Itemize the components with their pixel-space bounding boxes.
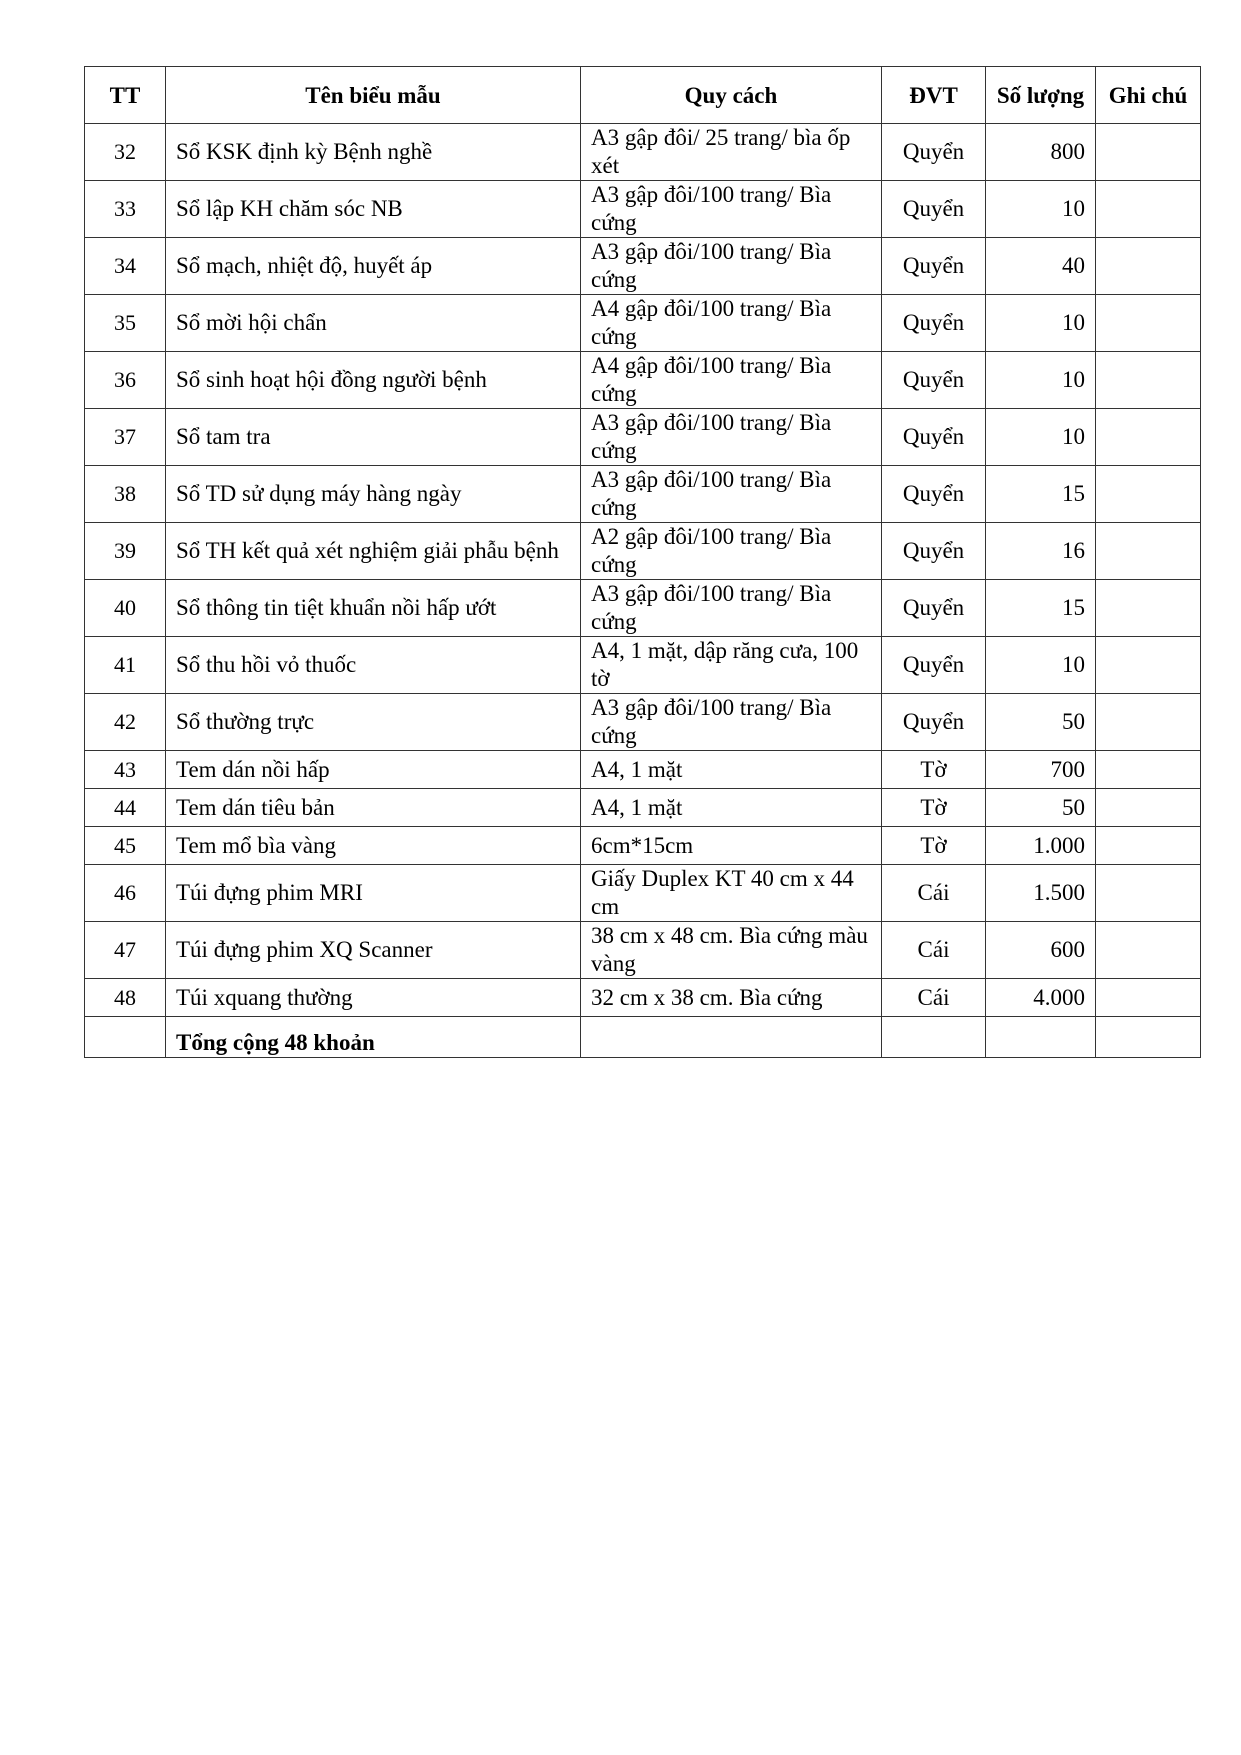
header-unit: ĐVT xyxy=(882,67,986,124)
row-unit: Quyển xyxy=(882,181,986,238)
row-name: Sổ mạch, nhiệt độ, huyết áp xyxy=(166,238,581,295)
row-tt: 36 xyxy=(85,352,166,409)
row-note xyxy=(1096,580,1201,637)
row-note xyxy=(1096,181,1201,238)
table-row xyxy=(85,238,1201,295)
table-row xyxy=(85,580,1201,637)
row-name: Túi đựng phim XQ Scanner xyxy=(166,922,581,979)
forms-table xyxy=(84,66,1201,1058)
row-unit: Tờ xyxy=(882,751,986,789)
row-note xyxy=(1096,466,1201,523)
row-unit: Quyển xyxy=(882,295,986,352)
row-spec: A3 gập đôi/100 trang/ Bìa cứng xyxy=(581,466,882,523)
row-qty: 600 xyxy=(986,922,1096,979)
row-name: Sổ thường trực xyxy=(166,694,581,751)
row-note xyxy=(1096,523,1201,580)
table-row xyxy=(85,295,1201,352)
row-qty: 10 xyxy=(986,295,1096,352)
row-note xyxy=(1096,922,1201,979)
table-row xyxy=(85,922,1201,979)
row-note xyxy=(1096,409,1201,466)
row-note xyxy=(1096,352,1201,409)
table-row xyxy=(85,789,1201,827)
table-row xyxy=(85,751,1201,789)
row-tt: 33 xyxy=(85,181,166,238)
row-spec: A4, 1 mặt xyxy=(581,751,882,789)
table-row xyxy=(85,466,1201,523)
row-tt: 40 xyxy=(85,580,166,637)
row-tt: 48 xyxy=(85,979,166,1017)
row-unit: Quyển xyxy=(882,580,986,637)
row-unit: Cái xyxy=(882,865,986,922)
row-name: Sổ KSK định kỳ Bệnh nghề xyxy=(166,124,581,181)
row-unit: Quyển xyxy=(882,637,986,694)
table-row xyxy=(85,523,1201,580)
row-spec: A4, 1 mặt, dập răng cưa, 100 tờ xyxy=(581,637,882,694)
row-qty: 16 xyxy=(986,523,1096,580)
table-row xyxy=(85,827,1201,865)
row-name: Tem mổ bìa vàng xyxy=(166,827,581,865)
table-row xyxy=(85,124,1201,181)
row-spec: Giấy Duplex KT 40 cm x 44 cm xyxy=(581,865,882,922)
row-qty: 1.000 xyxy=(986,827,1096,865)
row-name: Túi xquang thường xyxy=(166,979,581,1017)
row-note xyxy=(1096,694,1201,751)
row-unit: Cái xyxy=(882,922,986,979)
row-name: Sổ sinh hoạt hội đồng người bệnh xyxy=(166,352,581,409)
row-name: Sổ TD sử dụng máy hàng ngày xyxy=(166,466,581,523)
row-spec: A3 gập đôi/100 trang/ Bìa cứng xyxy=(581,580,882,637)
row-spec: 6cm*15cm xyxy=(581,827,882,865)
row-unit: Tờ xyxy=(882,827,986,865)
table-row xyxy=(85,352,1201,409)
row-qty: 10 xyxy=(986,181,1096,238)
row-tt: 43 xyxy=(85,751,166,789)
total-row xyxy=(85,1017,1201,1058)
row-unit: Quyển xyxy=(882,694,986,751)
row-note xyxy=(1096,751,1201,789)
total-empty-cell xyxy=(581,1017,882,1058)
table-row xyxy=(85,637,1201,694)
row-tt: 37 xyxy=(85,409,166,466)
row-tt: 47 xyxy=(85,922,166,979)
row-spec: A4, 1 mặt xyxy=(581,789,882,827)
row-unit: Tờ xyxy=(882,789,986,827)
row-spec: 38 cm x 48 cm. Bìa cứng màu vàng xyxy=(581,922,882,979)
row-tt: 45 xyxy=(85,827,166,865)
row-unit: Quyển xyxy=(882,466,986,523)
row-qty: 10 xyxy=(986,409,1096,466)
row-name: Sổ thu hồi vỏ thuốc xyxy=(166,637,581,694)
total-empty-cell xyxy=(986,1017,1096,1058)
header-qty: Số lượng xyxy=(986,67,1096,124)
table-row xyxy=(85,409,1201,466)
row-unit: Quyển xyxy=(882,352,986,409)
row-spec: A4 gập đôi/100 trang/ Bìa cứng xyxy=(581,295,882,352)
row-name: Sổ tam tra xyxy=(166,409,581,466)
row-name: Sổ mời hội chẩn xyxy=(166,295,581,352)
row-qty: 700 xyxy=(986,751,1096,789)
row-spec: A3 gập đôi/100 trang/ Bìa cứng xyxy=(581,238,882,295)
row-tt: 44 xyxy=(85,789,166,827)
row-name: Tem dán tiêu bản xyxy=(166,789,581,827)
row-tt: 41 xyxy=(85,637,166,694)
row-note xyxy=(1096,238,1201,295)
row-spec: A3 gập đôi/100 trang/ Bìa cứng xyxy=(581,181,882,238)
row-note xyxy=(1096,789,1201,827)
row-name: Túi đựng phim MRI xyxy=(166,865,581,922)
row-note xyxy=(1096,637,1201,694)
row-unit: Cái xyxy=(882,979,986,1017)
row-qty: 50 xyxy=(986,789,1096,827)
row-unit: Quyển xyxy=(882,409,986,466)
table-row xyxy=(85,694,1201,751)
table-row xyxy=(85,865,1201,922)
table-row xyxy=(85,181,1201,238)
row-name: Sổ lập KH chăm sóc NB xyxy=(166,181,581,238)
table-header-row xyxy=(85,67,1201,124)
row-spec: A4 gập đôi/100 trang/ Bìa cứng xyxy=(581,352,882,409)
row-name: Sổ thông tin tiệt khuẩn nồi hấp ướt xyxy=(166,580,581,637)
table-row xyxy=(85,979,1201,1017)
header-name: Tên biểu mẫu xyxy=(166,67,581,124)
header-spec: Quy cách xyxy=(581,67,882,124)
row-qty: 15 xyxy=(986,580,1096,637)
total-empty-cell xyxy=(1096,1017,1201,1058)
row-qty: 10 xyxy=(986,637,1096,694)
row-qty: 10 xyxy=(986,352,1096,409)
row-note xyxy=(1096,865,1201,922)
row-spec: A3 gập đôi/100 trang/ Bìa cứng xyxy=(581,694,882,751)
row-note xyxy=(1096,295,1201,352)
table-body xyxy=(85,124,1201,1058)
row-qty: 800 xyxy=(986,124,1096,181)
header-note: Ghi chú xyxy=(1096,67,1201,124)
row-name: Sổ TH kết quả xét nghiệm giải phẫu bệnh xyxy=(166,523,581,580)
row-tt: 39 xyxy=(85,523,166,580)
row-tt: 46 xyxy=(85,865,166,922)
total-label: Tổng cộng 48 khoản xyxy=(166,1017,581,1058)
row-tt: 42 xyxy=(85,694,166,751)
row-qty: 1.500 xyxy=(986,865,1096,922)
row-spec: A3 gập đôi/100 trang/ Bìa cứng xyxy=(581,409,882,466)
row-qty: 4.000 xyxy=(986,979,1096,1017)
row-unit: Quyển xyxy=(882,124,986,181)
row-unit: Quyển xyxy=(882,523,986,580)
row-qty: 50 xyxy=(986,694,1096,751)
row-note xyxy=(1096,979,1201,1017)
row-tt: 32 xyxy=(85,124,166,181)
row-unit: Quyển xyxy=(882,238,986,295)
row-qty: 40 xyxy=(986,238,1096,295)
total-empty-cell xyxy=(85,1017,166,1058)
row-note xyxy=(1096,827,1201,865)
row-note xyxy=(1096,124,1201,181)
total-empty-cell xyxy=(882,1017,986,1058)
header-tt: TT xyxy=(85,67,166,124)
row-spec: A2 gập đôi/100 trang/ Bìa cứng xyxy=(581,523,882,580)
row-qty: 15 xyxy=(986,466,1096,523)
row-tt: 34 xyxy=(85,238,166,295)
row-spec: 32 cm x 38 cm. Bìa cứng xyxy=(581,979,882,1017)
row-spec: A3 gập đôi/ 25 trang/ bìa ốp xét xyxy=(581,124,882,181)
row-name: Tem dán nồi hấp xyxy=(166,751,581,789)
row-tt: 35 xyxy=(85,295,166,352)
row-tt: 38 xyxy=(85,466,166,523)
